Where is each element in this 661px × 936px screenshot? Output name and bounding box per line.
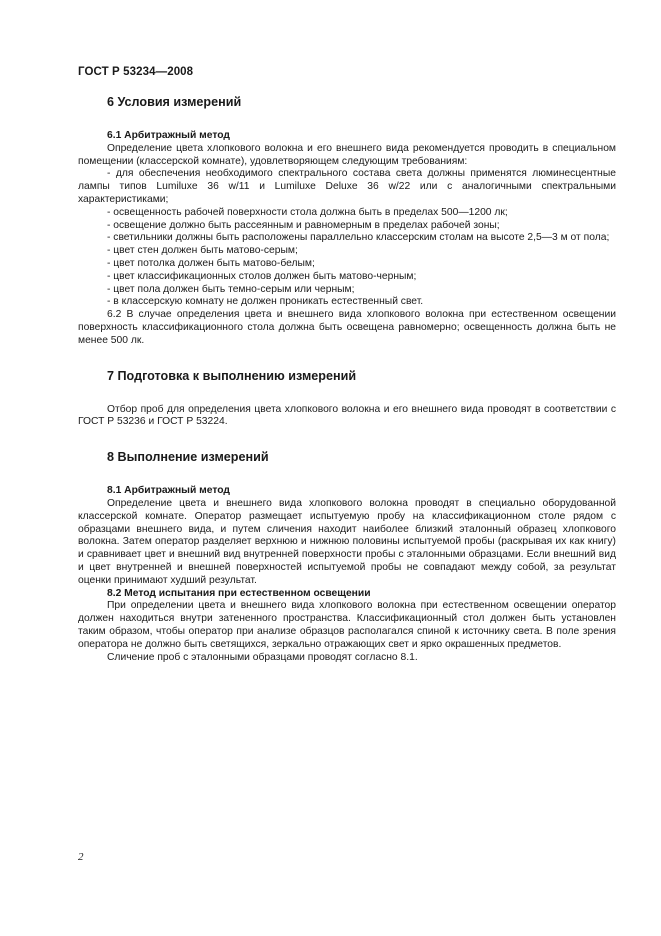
requirement-item: - для обеспечения необходимого спектрального состава света должны применятся люминесцентные лампы типов Lumiluxe 36 w/11 и Lumiluxe Deluxe 36 w/22 или с аналогичными спектральными характеристиками; <box>78 168 616 205</box>
subsection-6-1-intro: Определение цвета хлопкового волокна и его внешнего вида рекомендуется проводить в специальном помещении (классерской комнате), удовлетворяющем следующим требованиям: <box>78 142 616 167</box>
subsection-8-2-title: 8.2 Метод испытания при естественном освещении <box>107 587 371 599</box>
document-header: ГОСТ Р 53234—2008 <box>78 66 194 78</box>
subsection-8-1-title: 8.1 Арбитражный метод <box>107 485 230 497</box>
requirement-item: - в классерскую комнату не должен проникать естественный свет. <box>107 296 424 308</box>
requirement-item: - цвет потолка должен быть матово-белым; <box>107 257 315 269</box>
section-7-text: Отбор проб для определения цвета хлопкового волокна и его внешнего вида проводят в соответствии с ГОСТ Р 53236 и ГОСТ Р 53224. <box>78 403 616 428</box>
page-number: 2 <box>78 851 84 863</box>
requirement-item: - освещение должно быть рассеянным и равномерным в пределах рабочей зоны; <box>107 219 500 231</box>
section-6-title: 6 Условия измерений <box>107 95 242 109</box>
requirement-item: - светильники должны быть расположены параллельно классерским столам на высоте 2,5—3 м от пола; <box>107 232 610 244</box>
subsection-8-2-text: При определении цвета и внешнего вида хлопкового волокна при естественном освещении оператор должен находиться внутри затененного пространства. Классификационный стол должен быть установлен таким образом, чтобы оператор при анализе образцов располагался спиной к источнику света. В поле зрения оператора не должно быть светящихся, зеркально отражающих свет и ярко окрашенных предметов. <box>78 600 616 650</box>
document-body <box>78 90 616 664</box>
subsection-6-2-text: 6.2 В случае определения цвета и внешнего вида хлопкового волокна при естественном освещении поверхность классификационного стола должна быть освещена равномерно; освещенность должна быть не менее 500 лк. <box>78 309 616 346</box>
requirements-list <box>78 168 616 309</box>
requirement-item: - цвет классификационных столов должен быть матово-черным; <box>107 270 417 282</box>
requirement-item: - цвет пола должен быть темно-серым или черным; <box>107 283 355 295</box>
section-7-title: 7 Подготовка к выполнению измерений <box>107 368 357 383</box>
section-8-title: 8 Выполнение измерений <box>107 450 269 465</box>
section-8-closing: Сличение проб с эталонными образцами проводят согласно 8.1. <box>107 651 418 663</box>
subsection-6-1-title: 6.1 Арбитражный метод <box>107 130 230 141</box>
requirement-item: - освещенность рабочей поверхности стола должна быть в пределах 500—1200 лк; <box>107 206 508 218</box>
subsection-8-1-text: Определение цвета и внешнего вида хлопкового волокна проводят в специально оборудованной классерской комнате. Оператор размещает испытуемую пробу на классификационном столе рядом с образцами внешнего вида, и путем сличения находит наиболее близкий эталонный образец хлопкового волокна. Затем оператор разделяет верхнюю и нижнюю половины испытуемой пробы (раскрывая их как книгу) и сравнивает цвет и внешний вид внутренней поверхности пробы с эталонными образцами. Если внешний вид и цвет внутренней и внешней поверхностей испытуемой пробы не совпадают между собой, за результат оценки принимают худший результат. <box>78 497 616 586</box>
requirement-item: - цвет стен должен быть матово-серым; <box>107 245 298 257</box>
